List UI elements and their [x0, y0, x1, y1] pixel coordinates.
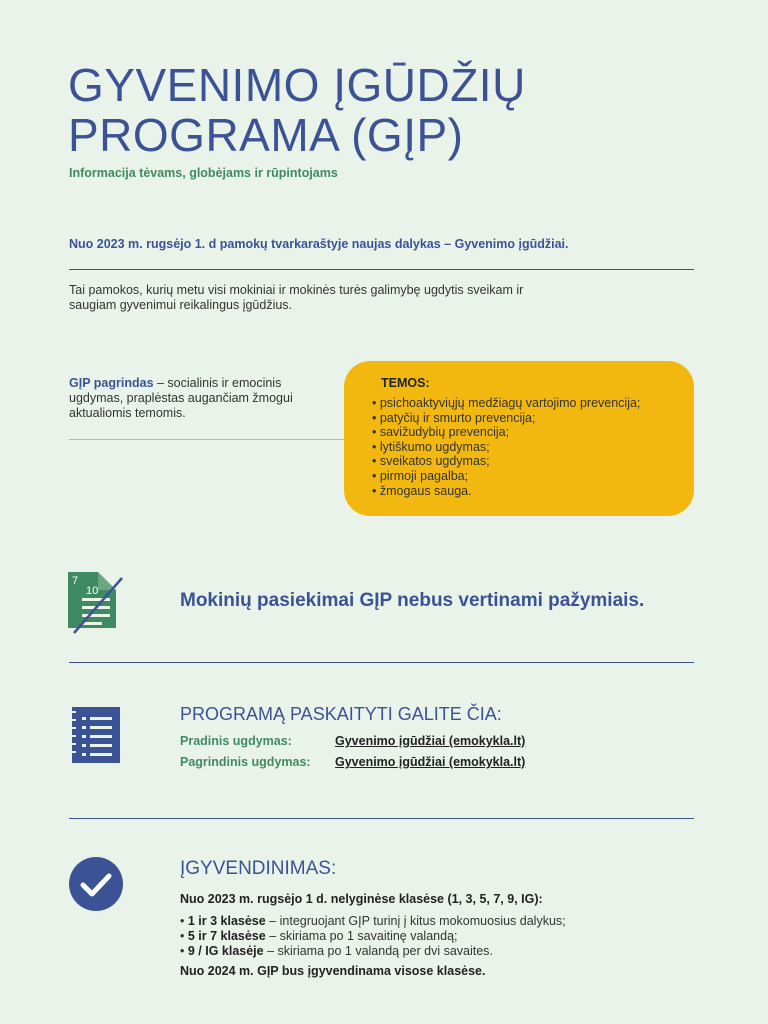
gip-basis-lead: GĮP pagrindas: [69, 376, 154, 390]
divider-intro: [69, 269, 694, 270]
topic-item: • lytiškumo ugdymas;: [372, 440, 676, 455]
divider-program: [69, 818, 694, 819]
topic-item: • patyčių ir smurto prevencija;: [372, 411, 676, 426]
implementation-outro: Nuo 2024 m. GĮP bus įgyvendinama visose klasėse.: [180, 964, 486, 978]
program-row-primary: [180, 734, 525, 748]
topic-item: • psichoaktyviųjų medžiagų vartojimo prevencija;: [372, 396, 676, 411]
implementation-item-text: – skiriama po 1 valandą per dvi savaites.: [263, 944, 493, 958]
implementation-item: [180, 914, 566, 929]
divider-grades: [69, 662, 694, 663]
implementation-item: [180, 929, 566, 944]
divider-basis: [69, 439, 345, 440]
grade-ten: 10: [86, 585, 99, 597]
title-line-1: GYVENIMO ĮGŪDŽIŲ: [68, 59, 526, 111]
description-text: Tai pamokos, kurių metu visi mokiniai ir mokinės turės galimybę ugdytis sveikam ir saugiam gyvenimui reikalingus įgūdžius.: [69, 283, 524, 312]
topics-list: [372, 396, 676, 498]
topic-item: • savižudybių prevencija;: [372, 425, 676, 440]
program-link-primary[interactable]: Gyvenimo įgūdžiai (emokykla.lt): [335, 734, 526, 748]
implementation-item: [180, 944, 566, 959]
implementation-title: ĮGYVENDINIMAS:: [180, 858, 337, 879]
page-subtitle: Informacija tėvams, globėjams ir rūpintojams: [69, 166, 338, 180]
implementation-item-bold: 1 ir 3 klasėse: [187, 914, 266, 928]
page-title: [68, 60, 708, 160]
program-label-basic: Pagrindinis ugdymas:: [180, 755, 311, 769]
topic-item: • žmogaus sauga.: [372, 484, 676, 499]
topics-box: [344, 361, 694, 516]
topics-title: TEMOS:: [381, 376, 430, 390]
program-link-basic[interactable]: Gyvenimo įgūdžiai (emokykla.lt): [335, 755, 526, 769]
grade-seven: 7: [72, 575, 79, 587]
intro-text: Nuo 2023 m. rugsėjo 1. d pamokų tvarkaraštyje naujas dalykas – Gyvenimo įgūdžiai.: [69, 237, 569, 251]
title-line-2: PROGRAMA (GĮP): [68, 109, 464, 161]
implementation-item-text: – skiriama po 1 savaitinę valandą;: [265, 929, 458, 943]
program-label-primary: Pradinis ugdymas:: [180, 734, 292, 748]
implementation-item-text: – integruojant GĮP turinį į kitus mokomuosius dalykus;: [265, 914, 566, 928]
implementation-list: [180, 914, 566, 959]
document-list-icon: [70, 705, 122, 765]
program-row-basic: [180, 755, 525, 769]
topic-item: • sveikatos ugdymas;: [372, 454, 676, 469]
program-title: PROGRAMĄ PASKAITYTI GALITE ČIA:: [180, 704, 502, 724]
no-grades-icon: [68, 572, 124, 634]
implementation-item-bold: 5 ir 7 klasėse: [187, 929, 266, 943]
topic-item: • pirmoji pagalba;: [372, 469, 676, 484]
gip-basis: [69, 376, 329, 421]
gip-basis-text: – socialinis ir emocinis ugdymas, praplėstas augančiam žmogui aktualiomis temomis.: [69, 376, 293, 420]
implementation-item-bold: 9 / IG klasėje: [187, 944, 264, 958]
grades-notice: Mokinių pasiekimai GĮP nebus vertinami pažymiais.: [180, 590, 645, 611]
checkmark-circle-icon: [68, 856, 124, 912]
implementation-intro: Nuo 2023 m. rugsėjo 1 d. nelyginėse klasėse (1, 3, 5, 7, 9, IG):: [180, 892, 543, 906]
